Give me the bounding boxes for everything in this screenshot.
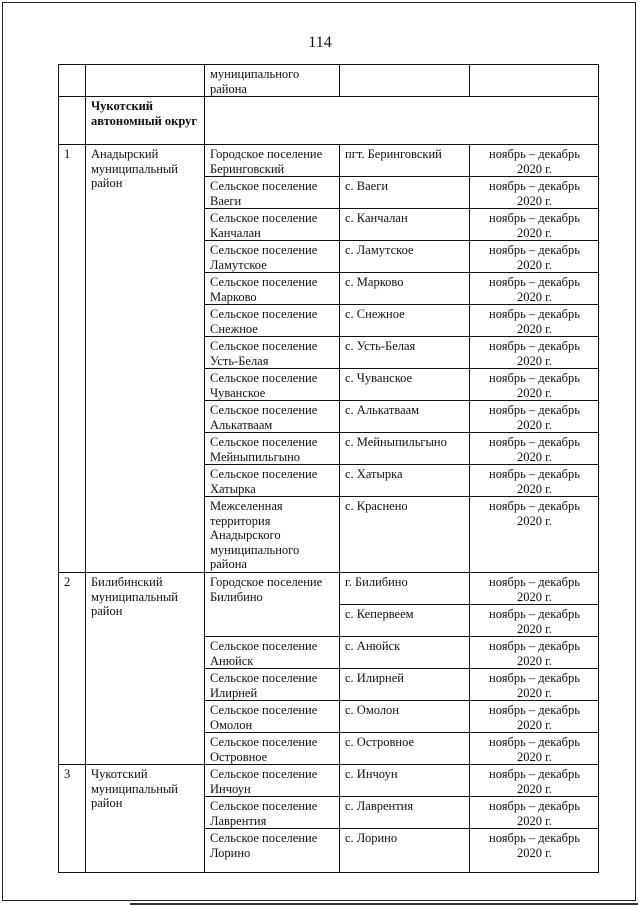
locality-name: с. Омолон [340, 701, 470, 733]
table-row [59, 765, 599, 797]
settlement-name: Сельское поселение Алькатваам [205, 401, 340, 433]
period: ноябрь – декабрь 2020 г. [470, 605, 599, 637]
period: ноябрь – декабрь 2020 г. [470, 401, 599, 433]
settlement-name: Сельское поселение Канчалан [205, 209, 340, 241]
settlement-name: Сельское поселение Илирней [205, 669, 340, 701]
settlement-name: Сельское поселение Хатырка [205, 465, 340, 497]
locality-name: пгт. Беринговский [340, 145, 470, 177]
cell-locality [340, 65, 470, 97]
settlement-name: Сельское поселение Усть-Белая [205, 337, 340, 369]
continuation-row [59, 65, 599, 97]
region-row [59, 97, 599, 145]
period: ноябрь – декабрь 2020 г. [470, 177, 599, 209]
locality-name: г. Билибино [340, 573, 470, 605]
cell-empty [205, 97, 599, 145]
locality-name: с. Лаврентия [340, 797, 470, 829]
settlement-name: Сельское поселение Мейныпильгыно [205, 433, 340, 465]
cell-district [86, 65, 205, 97]
settlement-name: Сельское поселение Ваеги [205, 177, 340, 209]
locality-name: с. Чуванское [340, 369, 470, 401]
period: ноябрь – декабрь 2020 г. [470, 369, 599, 401]
settlement-name: Сельское поселение Омолон [205, 701, 340, 733]
period: ноябрь – декабрь 2020 г. [470, 765, 599, 797]
settlements-table [58, 64, 599, 873]
settlement-name: Сельское поселение Анюйск [205, 637, 340, 669]
table-row [59, 573, 599, 605]
settlement-name: Сельское поселение Снежное [205, 305, 340, 337]
region-name: Чукотский автономный округ [86, 97, 205, 145]
district-name: Анадырский муниципальный район [86, 145, 205, 573]
period: ноябрь – декабрь 2020 г. [470, 797, 599, 829]
locality-name: с. Илирней [340, 669, 470, 701]
period: ноябрь – декабрь 2020 г. [470, 145, 599, 177]
district-name: Чукотский муниципальный район [86, 765, 205, 873]
cell-num [59, 65, 86, 97]
settlement-name: Сельское поселение Ламутское [205, 241, 340, 273]
locality-name: с. Усть-Белая [340, 337, 470, 369]
locality-name: с. Инчоун [340, 765, 470, 797]
district-number: 3 [59, 765, 86, 873]
period: ноябрь – декабрь 2020 г. [470, 241, 599, 273]
period: ноябрь – декабрь 2020 г. [470, 573, 599, 605]
locality-name: с. Снежное [340, 305, 470, 337]
period: ноябрь – декабрь 2020 г. [470, 433, 599, 465]
settlement-name: Межселенная территория Анадырского муниципального района [205, 497, 340, 573]
period: ноябрь – декабрь 2020 г. [470, 701, 599, 733]
district-number: 2 [59, 573, 86, 765]
locality-name: с. Лорино [340, 829, 470, 873]
page-number: 114 [308, 34, 332, 51]
locality-name: с. Островное [340, 733, 470, 765]
period: ноябрь – декабрь 2020 г. [470, 209, 599, 241]
settlement-name: Городское поселение Беринговский [205, 145, 340, 177]
locality-name: с. Краснено [340, 497, 470, 573]
table-row [59, 145, 599, 177]
period: ноябрь – декабрь 2020 г. [470, 733, 599, 765]
settlement-name: Сельское поселение Лорино [205, 829, 340, 873]
settlement-name: Сельское поселение Лаврентия [205, 797, 340, 829]
locality-name: с. Хатырка [340, 465, 470, 497]
settlement-name: Городское поселение Билибино [205, 573, 340, 637]
locality-name: с. Марково [340, 273, 470, 305]
district-number: 1 [59, 145, 86, 573]
locality-name: с. Кепервеем [340, 605, 470, 637]
locality-name: с. Ваеги [340, 177, 470, 209]
cell-period [470, 65, 599, 97]
settlement-name: Сельское поселение Чуванское [205, 369, 340, 401]
period: ноябрь – декабрь 2020 г. [470, 497, 599, 573]
settlement-name: Сельское поселение Инчоун [205, 765, 340, 797]
locality-name: с. Алькатваам [340, 401, 470, 433]
locality-name: с. Мейныпильгыно [340, 433, 470, 465]
period: ноябрь – декабрь 2020 г. [470, 829, 599, 873]
period: ноябрь – декабрь 2020 г. [470, 465, 599, 497]
cell-num [59, 97, 86, 145]
period: ноябрь – декабрь 2020 г. [470, 669, 599, 701]
settlement-name: Сельское поселение Островное [205, 733, 340, 765]
locality-name: с. Анюйск [340, 637, 470, 669]
period: ноябрь – декабрь 2020 г. [470, 337, 599, 369]
locality-name: с. Ламутское [340, 241, 470, 273]
locality-name: с. Канчалан [340, 209, 470, 241]
period: ноябрь – декабрь 2020 г. [470, 305, 599, 337]
district-name: Билибинский муниципальный район [86, 573, 205, 765]
period: ноябрь – декабрь 2020 г. [470, 637, 599, 669]
period: ноябрь – декабрь 2020 г. [470, 273, 599, 305]
settlement-name: Сельское поселение Марково [205, 273, 340, 305]
cell-settlement: муниципального района [205, 65, 340, 97]
